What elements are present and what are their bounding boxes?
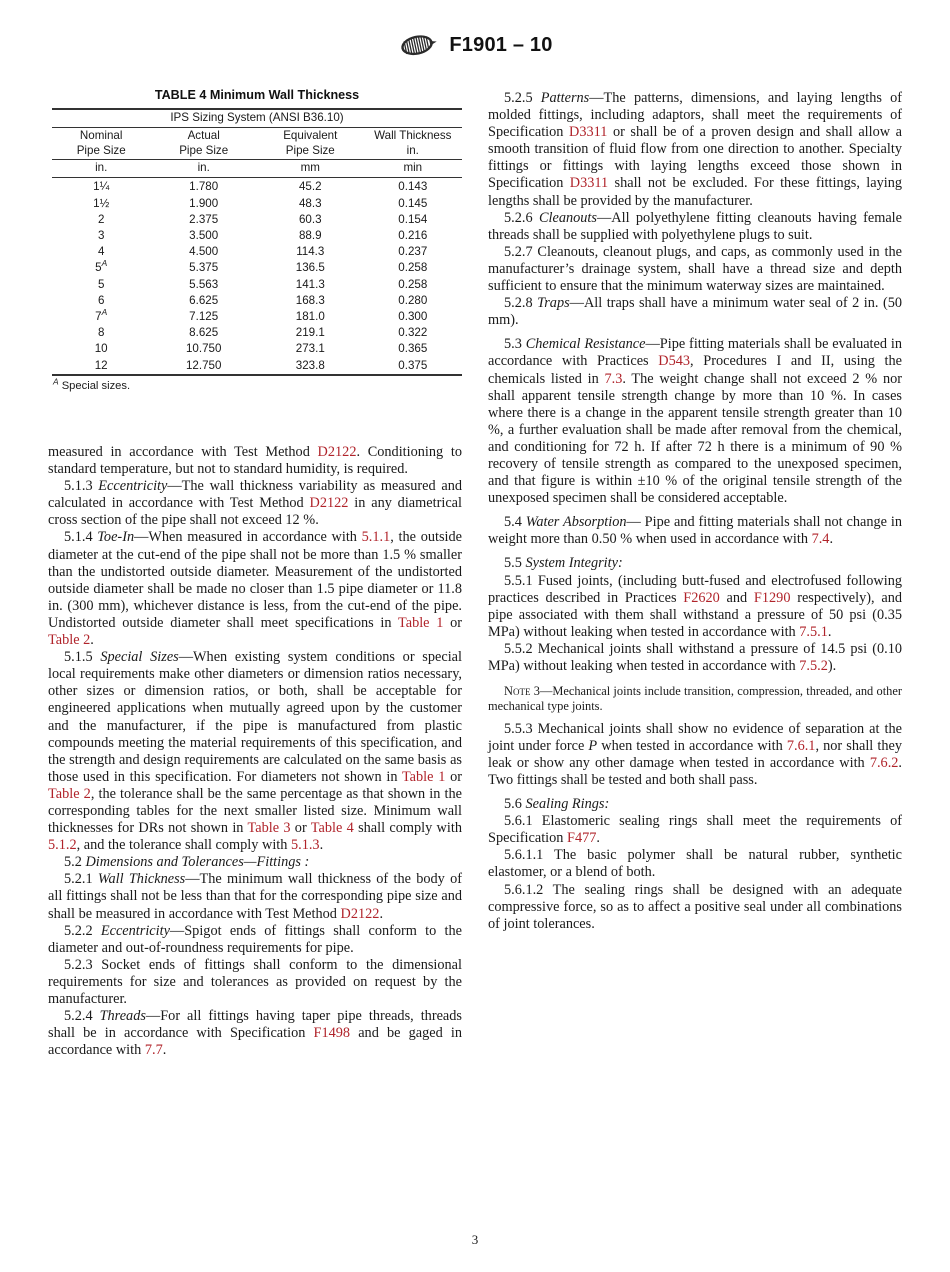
emphasis-text: Special Sizes [100, 649, 179, 666]
body-text: , Procedures I and II, using the chemicals listed in [488, 353, 902, 387]
body-text: respectively), and pipe associated with them shall withstand a pressure of 50 psi (0.35 MPa) without leaking when tested in accordance with [488, 589, 902, 640]
cell-nominal-pipe-size: 5$^A$ [95, 258, 108, 275]
cell-actual-pipe-size: 1.780 [189, 180, 219, 194]
table-4-col4-head2: in. [406, 144, 419, 158]
emphasis-text: P [588, 737, 598, 754]
body-text: 5.1.4 [64, 529, 98, 546]
body-text: —When measured in accordance with [134, 529, 362, 546]
cell-wall-thickness: 0.375 [398, 358, 428, 372]
cell-wall-thickness: 0.322 [398, 326, 428, 340]
body-text: ). [827, 658, 837, 674]
body-text: 5.5.2 Mechanical joints shall withstand a pressure of 14.5 psi (0.10 MPa) without leaking when tested in accordance with [488, 640, 902, 674]
body-text: —When existing system conditions or special local requirements make other diameters or dimension ratios necessary, other sizes or dimension ratios, or both, shall be acceptable for engineered applications when mutually agreed upon by the customer and the manufacturer, if the pipe is manufactured from plastic compounds meeting the material requirements of this specification, and the strength and design requirements are calculated on the same basis as those used in this specification. For diameters not shown in [48, 649, 463, 785]
body-text: . [319, 837, 324, 854]
cross-reference-link[interactable]: F477 [567, 830, 597, 847]
emphasis-text: Chemical Resistance [525, 336, 646, 353]
cross-reference-link[interactable]: 7.7 [144, 1042, 163, 1059]
emphasis-text: Eccentricity [100, 922, 170, 939]
document-designation: F1901 – 10 [449, 33, 553, 56]
body-text: —All traps shall have a minimum water seal of 2 in. (50 mm). [488, 295, 902, 329]
body-text: 5.1.3 [64, 478, 99, 495]
table-4-title: TABLE 4 Minimum Wall Thickness [154, 88, 360, 102]
body-text: . [379, 905, 384, 922]
body-text: or [290, 820, 311, 837]
body-paragraph [488, 882, 902, 933]
note-paragraph [488, 684, 902, 714]
body-paragraph [488, 514, 902, 548]
body-text: . [827, 623, 832, 640]
body-text: , and the tolerance shall comply with [76, 837, 291, 854]
body-text: 5.6.1 Elastomeric sealing rings shall meet the requirements of Specification [488, 813, 902, 847]
cell-actual-pipe-size: 4.500 [189, 245, 219, 259]
body-text: 5.6.1.2 The sealing rings shall be designed with an adequate compressive force, so as to affect a positive seal under all combinations of joint tolerances. [488, 881, 902, 932]
body-text: 5.5.1 Fused joints, (including butt-fused and electrofused following practices described in Practices [488, 572, 902, 606]
body-paragraph [488, 721, 902, 789]
body-paragraph [488, 641, 902, 675]
emphasis-text: System Integrity: [525, 555, 623, 572]
cross-reference-link[interactable]: D2122 [317, 444, 357, 460]
cell-wall-thickness: 0.237 [398, 245, 428, 259]
astm-logo-icon [397, 30, 439, 60]
body-text: 5.2.5 [504, 90, 541, 106]
emphasis-text: Water Absorption [525, 514, 627, 531]
cell-nominal-pipe-size: 4 [97, 245, 105, 259]
cross-reference-link[interactable]: 7.5.1 [799, 623, 828, 640]
emphasis-text: Cleanouts [538, 209, 597, 226]
cell-wall-thickness: 0.216 [398, 228, 428, 242]
table-4-col4-units: min [364, 159, 462, 177]
emphasis-text: Eccentricity [98, 478, 168, 495]
cross-reference-link[interactable]: F2620 [683, 589, 720, 606]
cell-equivalent-pipe-size: 45.2 [298, 180, 322, 194]
cell-nominal-pipe-size: 1½ [93, 196, 110, 210]
cell-nominal-pipe-size: 7$^A$ [95, 307, 108, 323]
body-text: 5.6.1.1 The basic polymer shall be natural rubber, synthetic elastomer, or a blend of both. [488, 847, 902, 881]
cell-actual-pipe-size: 10.750 [185, 342, 222, 356]
table-4-col2-head2: Pipe Size [179, 144, 229, 158]
table-4-units-row [52, 159, 462, 177]
cell-equivalent-pipe-size: 136.5 [295, 261, 325, 275]
body-column-right [488, 90, 902, 933]
cross-reference-link[interactable]: Table 4 [310, 820, 354, 837]
cell-equivalent-pipe-size: 60.3 [298, 212, 322, 226]
table-4-header-row-line1 [52, 128, 462, 144]
body-text: —The patterns, dimensions, and laying lengths of molded fittings, including adaptors, shall meet the requirements of Specification [488, 90, 902, 141]
table-4-col3-head2: Pipe Size [285, 144, 335, 158]
table-4-body [52, 109, 462, 376]
body-text: 5.5 [504, 555, 526, 572]
cross-reference-link[interactable]: D543 [658, 353, 691, 370]
cell-nominal-pipe-size: 10 [94, 342, 108, 356]
cell-equivalent-pipe-size: 219.1 [295, 326, 325, 340]
body-paragraph [488, 336, 902, 507]
cross-reference-link[interactable]: D2122 [340, 905, 380, 922]
table-row [52, 293, 462, 309]
cell-wall-thickness: 0.280 [398, 293, 428, 307]
body-paragraph [488, 555, 902, 572]
cross-reference-link[interactable]: F1498 [313, 1025, 351, 1042]
table-row [52, 177, 462, 195]
body-text: or shall be of a proven design and shall allow a smooth transition of fluid flow from one direction to another. Specialty fittings or fittings with laying lengths exceed those shown in Specification [488, 124, 902, 192]
cell-nominal-pipe-size: 6 [97, 293, 105, 307]
cell-equivalent-pipe-size: 114.3 [296, 245, 325, 259]
body-paragraph [48, 957, 462, 1008]
table-4-footnote [52, 376, 462, 392]
body-text: —Pipe fitting materials shall be evaluated in accordance with Practices [488, 336, 902, 370]
table-4-col2-head1: Actual [187, 129, 220, 143]
table-4-col2-units: in. [150, 159, 257, 177]
body-paragraph [488, 847, 902, 881]
cell-wall-thickness: 0.258 [398, 277, 428, 291]
cell-nominal-pipe-size: 3 [97, 228, 105, 242]
body-text: 5.2.4 [64, 1008, 100, 1025]
cross-reference-link[interactable]: F1290 [753, 589, 791, 606]
cross-reference-link[interactable]: Table 2 [48, 785, 91, 802]
table-4-span-header: IPS Sizing System (ANSI B36.10) [52, 109, 462, 128]
cell-equivalent-pipe-size: 323.8 [295, 358, 325, 372]
body-column-left [48, 444, 462, 1059]
body-text: or [443, 614, 463, 631]
body-text: —For all fittings having taper pipe threads, threads shall be in accordance with Specification [48, 1008, 462, 1042]
cross-reference-link[interactable]: 7.5.2 [799, 658, 828, 674]
body-text: 5.2.1 [64, 871, 98, 888]
body-text: and be gaged in accordance with [48, 1025, 462, 1059]
cell-actual-pipe-size: 5.563 [189, 277, 219, 291]
table-4-col3-units: mm [257, 159, 364, 177]
cross-reference-link[interactable]: D3311 [569, 124, 608, 141]
note-label: Note [504, 684, 531, 699]
body-text: shall not be excluded. For these fittings, laying lengths shall be provided by the manufacturer. [488, 175, 902, 209]
table-4-col4-head1: Wall Thickness [374, 129, 452, 143]
cell-wall-thickness: 0.145 [398, 196, 428, 210]
cell-equivalent-pipe-size: 181.0 [295, 309, 325, 323]
body-text: measured in accordance with Test Method [48, 444, 318, 460]
cross-reference-link[interactable]: 5.1.2 [48, 837, 77, 854]
body-text: 5.2.3 Socket ends of fittings shall conform to the dimensional requirements for size and tolerances as provided on request by the manufacturer. [48, 956, 462, 1007]
body-text: , the outside diameter at the cut-end of the pipe shall not be more than 1.5 % smaller than the undistorted outside diameter. Measurement of the undistorted outside diameter shall be made no closer than 1.5 pipe diameter or 11.8 in. (300 mm), whichever distance is less, from the cut-end of the pipe. Undistorted outside diameter shall meet specifications in [48, 529, 462, 631]
body-text: 5.2 [64, 854, 86, 871]
table-row [52, 196, 462, 212]
emphasis-text: Traps [537, 295, 570, 312]
table-4-span-header-row [52, 109, 462, 128]
cell-wall-thickness: 0.143 [398, 180, 428, 194]
body-text: shall comply with [353, 820, 462, 837]
cell-actual-pipe-size: 5.375 [189, 261, 219, 275]
cross-reference-link[interactable]: 7.6.2 [869, 754, 899, 771]
body-text: when tested in accordance with [597, 737, 787, 754]
cell-wall-thickness: 0.300 [398, 309, 428, 323]
table-row [52, 341, 462, 357]
cell-actual-pipe-size: 3.500 [189, 228, 219, 242]
table-4-header-row-line2 [52, 143, 462, 159]
cross-reference-link[interactable]: Table 3 [247, 820, 291, 837]
table-4-bottom-rule [52, 375, 462, 376]
body-text: 5.5.3 Mechanical joints shall show no evidence of separation at the joint under force [488, 720, 902, 754]
body-text: —All polyethylene fitting cleanouts having female threads shall be supplied with polyethylene plugs to suit. [488, 209, 902, 243]
body-text: . [596, 830, 600, 847]
cross-reference-link[interactable]: 7.3 [604, 370, 623, 387]
cell-nominal-pipe-size: 12 [94, 358, 108, 372]
table-4-col1-head2: Pipe Size [76, 144, 126, 158]
cell-actual-pipe-size: 1.900 [189, 196, 219, 210]
body-text: 5.2.8 [504, 295, 538, 312]
document-header [0, 30, 950, 60]
body-paragraph [48, 854, 462, 871]
cross-reference-link[interactable]: D3311 [569, 175, 609, 192]
cell-actual-pipe-size: 12.750 [185, 358, 222, 372]
body-paragraph [48, 529, 462, 649]
cross-reference-link[interactable]: Table 1 [397, 614, 444, 631]
cell-wall-thickness: 0.365 [398, 342, 428, 356]
body-text: in any diametrical cross section of the pipe shall not exceed 12 %. [48, 495, 462, 529]
body-text: . The weight change shall not exceed 2 % nor shall apparent tensile strength change by more than 10 %. In cases where there is a change in the apparent tensile strength greater than 10 %, a further evaluation shall be made after removal from the chemical, and conditioning for 72 h. If after 72 h there is a minimum of 90 % recovery of tensile strength as compared to the unexposed specimen, and that figure is within ±10 % of the original tensile strength of the unexposed specimen shall be considered acceptable. [488, 370, 903, 507]
table-row [52, 228, 462, 244]
body-text: —The minimum wall thickness of the body of all fittings shall not be less than that for the corresponding pipe size and shall be measured in accordance with Test Method [48, 871, 462, 922]
body-text: —The wall thickness variability as measured and calculated in accordance with Test Method [48, 478, 462, 512]
body-text: , nor shall they leak or show any other damage when tested in accordance with [488, 737, 902, 771]
table-4-footnote-text: Special sizes. [61, 379, 131, 392]
body-text: . Two fittings shall be tested and both shall pass. [488, 754, 902, 788]
body-text: — Pipe and fitting materials shall not change in weight more than 0.50 % when used in accordance with [488, 514, 902, 548]
body-paragraph [48, 1008, 462, 1059]
emphasis-text: Sealing Rings: [525, 796, 610, 813]
body-paragraph [48, 478, 462, 529]
body-text: —Spigot ends of fittings shall conform to the diameter and out-of-roundness requirements for pipe. [48, 922, 462, 956]
body-paragraph [488, 244, 902, 295]
emphasis-text: Toe-In [97, 529, 135, 546]
page-number: 3 [471, 1232, 479, 1247]
body-paragraph [48, 444, 462, 478]
table-4 [52, 88, 462, 392]
body-text: 5.4 [504, 514, 526, 531]
cell-equivalent-pipe-size: 88.9 [298, 228, 322, 242]
footnote-marker: A [101, 307, 108, 318]
emphasis-text: Patterns [540, 90, 590, 106]
cross-reference-link[interactable]: Table 2 [48, 632, 91, 649]
body-text: 5.2.7 Cleanouts, cleanout plugs, and caps, as commonly used in the manufacturer’s drainage system, shall have a thread size and depth sufficient to ensure that the minimum waterway sizes are maintained. [488, 243, 902, 295]
body-text: . Conditioning to standard temperature, but not to standard humidity, is required. [48, 444, 462, 478]
cell-equivalent-pipe-size: 168.3 [295, 293, 325, 307]
cell-nominal-pipe-size: 2 [97, 212, 105, 226]
cell-equivalent-pipe-size: 141.3 [295, 277, 325, 291]
body-text: . [162, 1042, 167, 1059]
body-paragraph [48, 649, 462, 854]
cross-reference-link[interactable]: 5.1.1 [361, 529, 391, 546]
footnote-marker: A [101, 258, 108, 269]
body-text: and [719, 589, 754, 606]
table-row [52, 244, 462, 260]
body-paragraph [488, 796, 902, 813]
body-text: 5.3 [504, 336, 526, 353]
cell-nominal-pipe-size: 1¼ [93, 180, 110, 194]
emphasis-text: Dimensions and Tolerances—Fittings : [85, 854, 310, 871]
table-4-col1-units: in. [52, 159, 150, 177]
cell-equivalent-pipe-size: 48.3 [298, 196, 322, 210]
table-row [52, 260, 462, 276]
body-text: . [90, 632, 94, 649]
table-4-col1-head1: Nominal [79, 129, 123, 143]
body-paragraph [488, 90, 902, 210]
cell-actual-pipe-size: 2.375 [189, 212, 219, 226]
body-paragraph [488, 210, 902, 244]
body-paragraph [488, 573, 902, 641]
cross-reference-link[interactable]: 7.6.1 [786, 737, 816, 754]
body-paragraph [488, 813, 902, 847]
cross-reference-link[interactable]: D2122 [309, 495, 349, 512]
table-row [52, 277, 462, 293]
cross-reference-link[interactable]: 5.1.3 [290, 837, 320, 854]
cell-wall-thickness: 0.258 [398, 261, 428, 275]
body-text: or [445, 768, 462, 785]
body-paragraph [488, 295, 902, 329]
cell-nominal-pipe-size: 5 [97, 277, 105, 291]
body-text: 5.6 [504, 796, 526, 813]
cross-reference-link[interactable]: 7.4 [811, 531, 830, 548]
cross-reference-link[interactable]: Table 1 [401, 768, 446, 785]
table-row [52, 212, 462, 228]
table-row [52, 325, 462, 341]
cell-wall-thickness: 0.154 [398, 212, 428, 226]
body-text: 5.1.5 [64, 649, 101, 666]
table-4-footnote-mark: A [53, 376, 59, 387]
cell-equivalent-pipe-size: 273.1 [295, 342, 325, 356]
table-row [52, 358, 462, 375]
body-text: . [829, 531, 834, 548]
cell-actual-pipe-size: 7.125 [189, 309, 219, 323]
cell-actual-pipe-size: 6.625 [189, 293, 219, 307]
body-text: , the tolerance shall be the same percentage as that shown in the corresponding tables for the next smaller listed size. Minimum wall thicknesses for DRs not shown in [48, 785, 462, 837]
body-text: 5.2.2 [64, 922, 101, 939]
table-4-grid [52, 108, 462, 376]
table-4-col3-head1: Equivalent [283, 129, 338, 143]
body-paragraph [48, 871, 462, 922]
emphasis-text: Threads [99, 1008, 146, 1025]
table-row [52, 309, 462, 325]
body-text: 3—Mechanical joints include transition, compression, threaded, and other mechanical type joints. [488, 684, 902, 713]
body-paragraph [48, 923, 462, 957]
body-text: 5.2.6 [504, 209, 539, 226]
cell-nominal-pipe-size: 8 [97, 326, 105, 340]
cell-actual-pipe-size: 8.625 [189, 326, 219, 340]
emphasis-text: Wall Thickness [97, 871, 186, 888]
